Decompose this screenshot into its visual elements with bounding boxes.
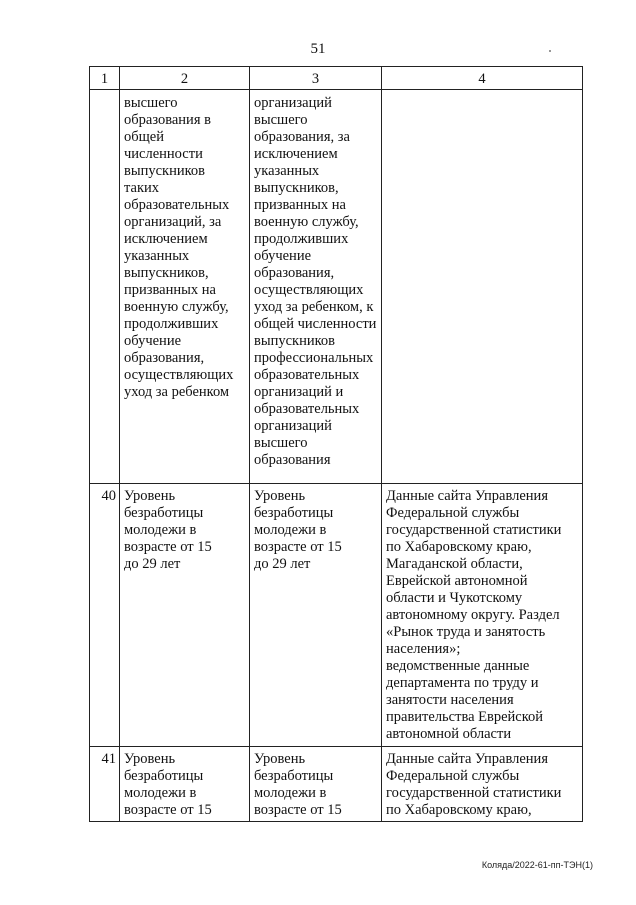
data-source: [382, 90, 583, 484]
indicator-name: Уровень безработицы молодежи в возрасте от 15 до 29 лет: [120, 484, 250, 747]
data-source: Данные сайта Управления Федеральной службы государственной статистики по Хабаровскому краю,: [382, 747, 583, 822]
indicator-name: высшего образования в общей численности выпускников таких образовательных организаций, за исключением указанных выпускников, призванных на военную службу, продолживших обучение образования, осуществляющих уход за ребенком: [120, 90, 250, 484]
row-number: 40: [90, 484, 120, 747]
table-row-40: [90, 484, 583, 747]
header-cell-1: 1: [90, 67, 120, 90]
table-row-continuation: [90, 90, 583, 484]
page-number: 51: [310, 41, 326, 57]
indicator-name: Уровень безработицы молодежи в возрасте от 15: [120, 747, 250, 822]
calculation-method: Уровень безработицы молодежи в возрасте от 15 до 29 лет: [250, 484, 382, 747]
calculation-method: организаций высшего образования, за исключением указанных выпускников, призванных на военную службу, продолживших обучение образования, осуществляющих уход за ребенком, к общей численности выпускников профессиональных образовательных организаций и образовательных организаций высшего образования: [250, 90, 382, 484]
calculation-method: Уровень безработицы молодежи в возрасте от 15: [250, 747, 382, 822]
table-row-41: [90, 747, 583, 822]
document-code: Коляда/2022-61-пп-ТЭН(1): [481, 860, 593, 870]
scan-speck: [549, 50, 551, 52]
header-cell-3: 3: [250, 67, 382, 90]
header-cell-2: 2: [120, 67, 250, 90]
data-source: Данные сайта Управления Федеральной службы государственной статистики по Хабаровскому краю, Магаданской области, Еврейской автономной области и Чукотскому автономному округу. Раздел «Рынок труда и занятость населения»; ведомственные данные департамента по труду и занятости населения правительства Еврейской автономной области: [382, 484, 583, 747]
indicator-table: [89, 66, 583, 822]
row-number: 41: [90, 747, 120, 822]
row-number: [90, 90, 120, 484]
header-cell-4: 4: [382, 67, 583, 90]
table-header-row: [90, 67, 583, 90]
